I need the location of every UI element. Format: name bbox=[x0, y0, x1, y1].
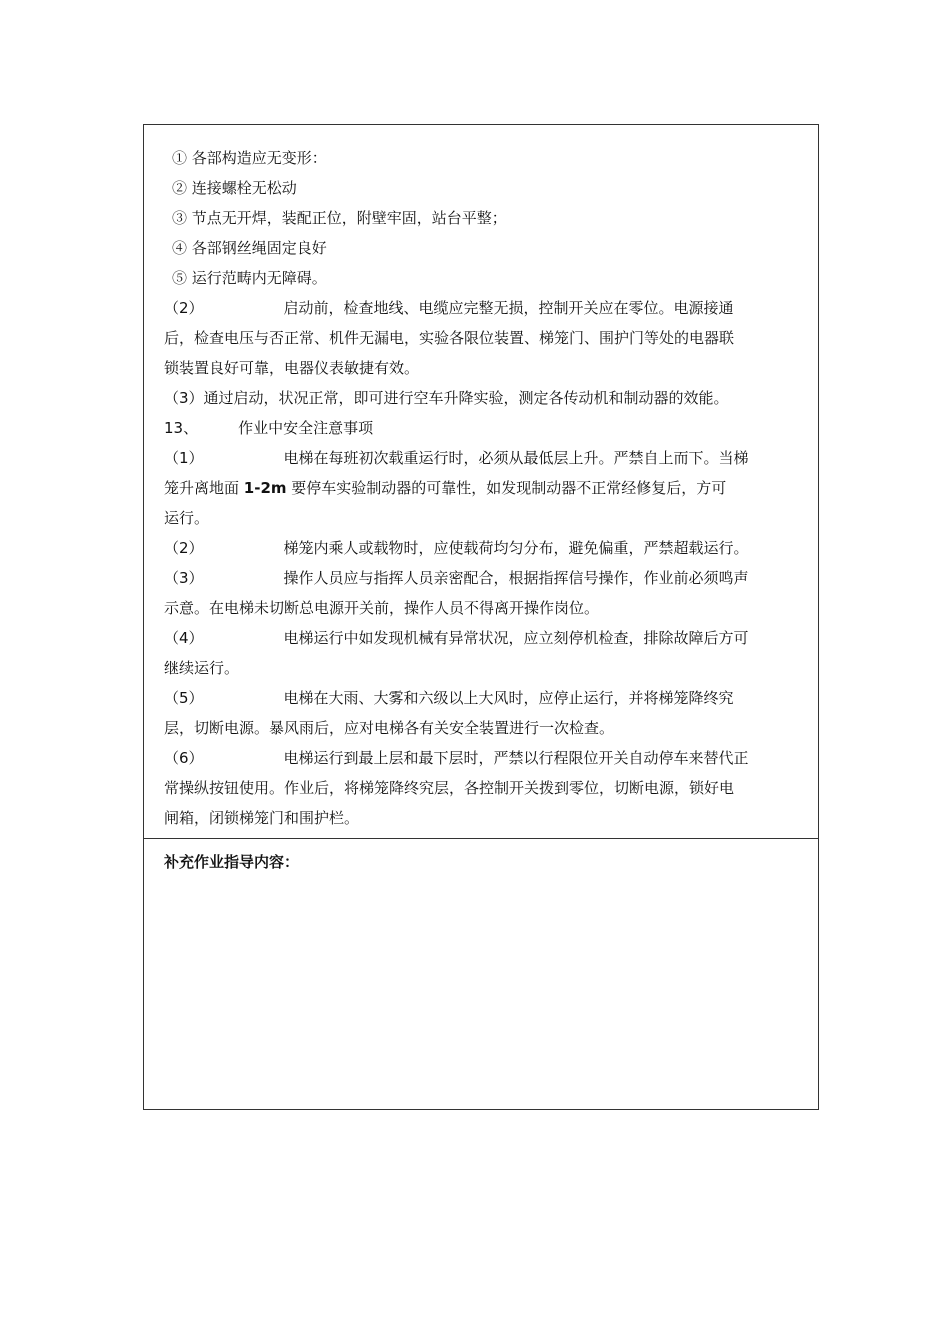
section-title: 作业中安全注意事项 bbox=[238, 419, 374, 437]
checklist-item: ① 各部构造应无变形： bbox=[172, 149, 327, 167]
item-number: （5） bbox=[164, 689, 204, 707]
checklist-item: ⑤ 运行范畴内无障碍。 bbox=[172, 269, 327, 287]
para-text: 电梯在每班初次载重运行时，必须从最低层上升。严禁自上而下。当梯 bbox=[283, 449, 749, 467]
para-text: 要停车实验制动器的可靠性，如发现制动器不正常经修复后，方可 bbox=[286, 479, 727, 497]
safety-item-6-line-1 bbox=[164, 743, 798, 773]
checklist-item: ④ 各部钢丝绳固定良好 bbox=[172, 239, 327, 257]
pre-start-para-line-1 bbox=[164, 293, 798, 323]
height-value: 1-2m bbox=[243, 479, 287, 497]
safety-item-6-line-2: 常操纵按钮使用。作业后，将梯笼降终究层，各控制开关拨到零位，切断电源，锁好电 bbox=[164, 779, 735, 797]
para-text: 电梯运行到最上层和最下层时，严禁以行程限位开关自动停车来替代正 bbox=[283, 749, 749, 767]
supplement-cell bbox=[144, 839, 818, 1109]
safety-item-1-line-2 bbox=[164, 473, 798, 503]
pre-start-para-line-3: 锁装置良好可靠，电器仪表敏捷有效。 bbox=[164, 359, 420, 377]
item-number: （3） bbox=[164, 389, 204, 407]
checklist-item: ③ 节点无开焊，装配正位，附壁牢固，站台平整； bbox=[172, 209, 507, 227]
safety-item-3-line-1 bbox=[164, 563, 798, 593]
supplement-title: 补充作业指导内容： bbox=[164, 853, 300, 871]
item-number: （3） bbox=[164, 569, 204, 587]
safety-item-5-line-1 bbox=[164, 683, 798, 713]
para-text: 电梯在大雨、大雾和六级以上大风时，应停止运行，并将梯笼降终究 bbox=[283, 689, 734, 707]
safety-item-4-line-1 bbox=[164, 623, 798, 653]
item-number: （2） bbox=[164, 299, 204, 317]
pre-start-para-line-2: 后，检查电压与否正常、机件无漏电，实验各限位装置、梯笼门、围护门等处的电器联 bbox=[164, 329, 735, 347]
section-number: 13、 bbox=[164, 419, 199, 437]
para-text: 笼升离地面 bbox=[164, 479, 244, 497]
safety-item-2-line-1 bbox=[164, 533, 798, 563]
section-heading bbox=[164, 413, 798, 443]
item-number: （1） bbox=[164, 449, 204, 467]
para-text: 电梯运行中如发现机械有异常状况，应立刻停机检查，排除故障后方可 bbox=[283, 629, 749, 647]
para-text: 操作人员应与指挥人员亲密配合，根据指挥信号操作，作业前必须鸣声 bbox=[283, 569, 749, 587]
instruction-content-cell bbox=[144, 125, 818, 839]
safety-item-1-line-1 bbox=[164, 443, 798, 473]
item-number: （6） bbox=[164, 749, 204, 767]
item-number: （2） bbox=[164, 539, 204, 557]
safety-item-1-line-3: 运行。 bbox=[164, 509, 210, 527]
instruction-table bbox=[143, 124, 819, 1110]
para-text: 启动前，检查地线、电缆应完整无损，控制开关应在零位。电源接通 bbox=[283, 299, 734, 317]
item-number: （4） bbox=[164, 629, 204, 647]
safety-item-3-line-2: 示意。在电梯未切断总电源开关前，操作人员不得离开操作岗位。 bbox=[164, 599, 600, 617]
trial-para bbox=[164, 383, 798, 413]
safety-item-5-line-2: 层，切断电源。暴风雨后，应对电梯各有关安全装置进行一次检查。 bbox=[164, 719, 615, 737]
para-text: 梯笼内乘人或载物时，应使载荷均匀分布，避免偏重，严禁超载运行。 bbox=[283, 539, 749, 557]
safety-item-6-line-3: 闸箱，闭锁梯笼门和围护栏。 bbox=[164, 809, 360, 827]
para-text: 通过启动，状况正常，即可进行空车升降实验，测定各传动机和制动器的效能。 bbox=[203, 389, 729, 407]
safety-item-4-line-2: 继续运行。 bbox=[164, 659, 240, 677]
checklist-item: ② 连接螺栓无松动 bbox=[172, 179, 297, 197]
